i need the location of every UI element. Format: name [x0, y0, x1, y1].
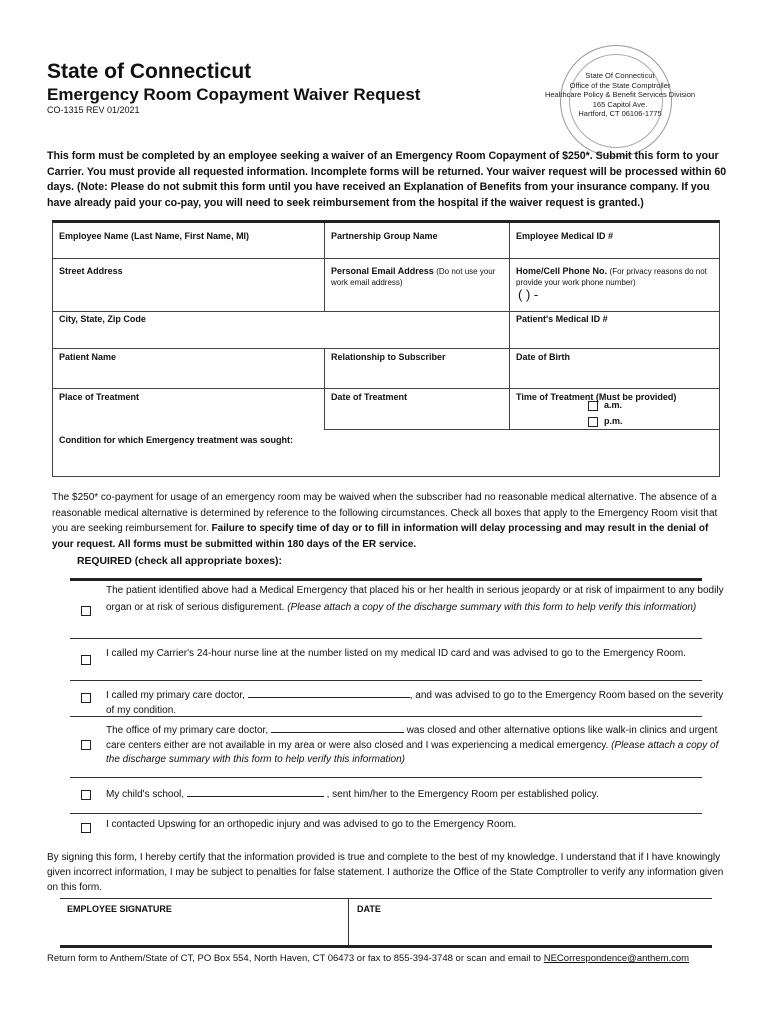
- home-cell-phone-label: Home/Cell Phone No.: [516, 266, 608, 276]
- agency-line: Healthcare Policy & Benefit Services Division: [544, 90, 696, 99]
- home-cell-phone-field[interactable]: [510, 263, 715, 288]
- option-upswing: [70, 818, 702, 842]
- medical-emergency-checkbox[interactable]: [81, 606, 91, 616]
- partnership-group-field[interactable]: Partnership Group Name: [331, 231, 438, 241]
- upswing-text: I contacted Upswing for an orthopedic injury and was advised to go to the Emergency Room.: [106, 819, 517, 830]
- nurse-line-checkbox[interactable]: [81, 655, 91, 665]
- office-closed-checkbox[interactable]: [81, 740, 91, 750]
- signature-date-field[interactable]: DATE: [357, 904, 381, 914]
- medical-emergency-note: (Please attach a copy of the discharge summary with this form to help verify this information): [287, 601, 697, 613]
- option-office-closed: [70, 723, 719, 775]
- am-option[interactable]: [588, 400, 622, 411]
- required-label: REQUIRED (check all appropriate boxes):: [77, 556, 282, 567]
- date-of-birth-field[interactable]: Date of Birth: [516, 352, 570, 362]
- email-link[interactable]: NECorrespondence@anthem.com: [543, 953, 690, 964]
- waiver-notice-text: The $250* co-payment for usage of an emergency room may be waived when the subscriber had no reasonable medical alternative. The absence of a reasonable medical alternative is determined by reference to the following circumstances. Check all boxes that apply to the Emergency Room visit that you are seeking reimbursement for.: [52, 492, 718, 534]
- return-instructions-text: Return form to Anthem/State of CT, PO Box 554, North Haven, CT 06473 or fax to 855-394-3748 or scan and email to: [47, 953, 544, 964]
- am-label: a.m.: [604, 400, 623, 410]
- waiver-notice-warning: Failure to specify time of day or to fill in information will delay processing and may result in the denial of your request. All forms must be submitted within 180 days of the ER service.: [52, 523, 709, 550]
- agency-line: 165 Capitol Ave.: [592, 99, 648, 109]
- street-address-field[interactable]: Street Address: [59, 266, 123, 276]
- personal-email-note: (Do not use your work email address): [331, 267, 496, 287]
- personal-email-label: Personal Email Address: [331, 266, 434, 276]
- date-of-treatment-field[interactable]: Date of Treatment: [331, 392, 408, 402]
- option-nurse-line: [70, 647, 702, 681]
- patient-name-field[interactable]: Patient Name: [59, 352, 117, 362]
- primary-doctor-text-a: I called my primary care doctor,: [106, 690, 245, 701]
- employee-medical-id-field[interactable]: Employee Medical ID #: [516, 231, 614, 241]
- child-school-text-a: My child's school,: [106, 789, 185, 800]
- primary-doctor-name-input[interactable]: [248, 688, 410, 698]
- home-cell-phone-note: (For privacy reasons do not provide your work phone number): [516, 267, 707, 287]
- waiver-notice: [52, 490, 732, 552]
- form-subtitle: Emergency Room Copayment Waiver Request: [47, 85, 421, 104]
- agency-line: State Of Connecticut: [585, 71, 655, 80]
- agency-line: Office of the State Comptroller: [569, 80, 671, 90]
- upswing-checkbox[interactable]: [81, 823, 91, 833]
- patient-medical-id-field[interactable]: Patient's Medical ID #: [516, 314, 608, 324]
- certification-text: By signing this form, I hereby certify that the information provided is true and complete to the best of my knowledge. I understand that if I have knowingly given incorrect information, I may be subject to penalties for false statement. I authorize the Office of the State Comptroller to verify any information given on this form.: [47, 852, 724, 893]
- office-closed-text-b: was closed and other alternative options like walk-in clinics and urgent care centers either are not available in my area or were also closed and I was experiencing a medical emergency.: [106, 725, 718, 751]
- medical-emergency-text: The patient identified above had a Medical Emergency that placed his or her health in serious jeopardy or at risk of impairment to any bodily organ or at risk of serious disfigurement.: [106, 585, 724, 613]
- option-child-school: [70, 787, 702, 813]
- city-state-zip-field[interactable]: City, State, Zip Code: [59, 314, 146, 324]
- pm-checkbox[interactable]: [588, 417, 598, 427]
- school-name-input[interactable]: [187, 787, 324, 797]
- pm-option[interactable]: [588, 416, 623, 427]
- condition-field[interactable]: Condition for which Emergency treatment was sought:: [59, 435, 294, 445]
- option-primary-doctor: [70, 688, 724, 718]
- return-instructions: [47, 953, 689, 964]
- am-checkbox[interactable]: [588, 401, 598, 411]
- place-of-treatment-field[interactable]: Place of Treatment: [59, 392, 140, 402]
- primary-doctor-text-b: , and was advised to go to the Emergency Room based on the severity of my condition.: [106, 690, 724, 716]
- employee-name-field[interactable]: Employee Name (Last Name, First Name, MI): [59, 231, 250, 241]
- office-closed-text-a: The office of my primary care doctor,: [106, 725, 269, 736]
- phone-template: ( ) -: [518, 287, 539, 302]
- pm-label: p.m.: [604, 416, 623, 426]
- primary-doctor-checkbox[interactable]: [81, 693, 91, 703]
- office-doctor-name-input[interactable]: [271, 723, 404, 733]
- employee-info-grid: [52, 220, 720, 477]
- personal-email-field[interactable]: [325, 263, 505, 288]
- agency-address: [540, 71, 700, 119]
- employee-signature-field[interactable]: EMPLOYEE SIGNATURE: [67, 904, 172, 914]
- option-medical-emergency: [70, 584, 724, 636]
- office-closed-note: (Please attach a copy of the discharge summary with this form to help verify this information): [106, 739, 719, 765]
- signature-box: [60, 898, 712, 948]
- intro-instructions: This form must be completed by an employee seeking a waiver of an Emergency Room Copayment of $250*. Submit this form to your Carrier. You must provide all requested information. Incomplete forms will be returned. Your waiver request will be processed within 60 days. (Note: Please do not submit this form until you have received an Explanation of Benefits from your insurance company. If you have already paid your co-pay, you will need to seek reimbursement from the hospital if the waiver request is granted.): [47, 150, 727, 209]
- form-title: State of Connecticut: [47, 60, 252, 83]
- agency-line: Hartford, CT 06106-1775: [578, 109, 662, 118]
- child-school-text-b: , sent him/her to the Emergency Room per established policy.: [326, 789, 599, 800]
- required-divider: [70, 578, 702, 581]
- nurse-line-text: I called my Carrier's 24-hour nurse line at the number listed on my medical ID card and was advised to go to the Emergency Room.: [106, 648, 686, 659]
- time-of-treatment-field[interactable]: Time of Treatment (Must be provided): [516, 392, 677, 402]
- relationship-field[interactable]: Relationship to Subscriber: [331, 352, 446, 362]
- child-school-checkbox[interactable]: [81, 790, 91, 800]
- form-number: CO-1315 REV 01/2021: [47, 105, 140, 115]
